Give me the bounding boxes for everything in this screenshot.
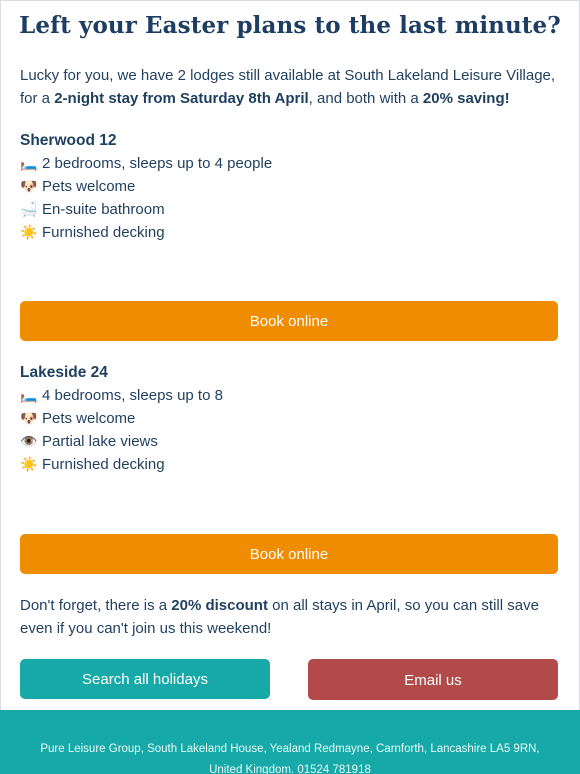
intro-bold-saving: 20% saving! — [422, 90, 510, 107]
footer — [0, 710, 580, 774]
dog-icon: 🐶 — [20, 410, 38, 426]
feature-row — [20, 175, 560, 198]
headline: Left your Easter plans to the last minute? — [19, 12, 561, 39]
feature-text: 2 bedrooms, sleeps up to 4 people — [42, 155, 273, 172]
sun-icon: ☀️ — [20, 224, 38, 240]
lodge-card-sherwood — [20, 129, 560, 244]
feature-text: Furnished decking — [42, 224, 165, 241]
bathtub-icon: 🛁 — [20, 201, 38, 217]
note-text-2: on all stays in April, so you can still save even if you can't join us this weekend! — [20, 597, 539, 637]
note-text-1: Don't forget, there is a — [20, 597, 172, 614]
bed-icon: 🛏️ — [20, 155, 38, 171]
search-all-holidays-button[interactable]: Search all holidays — [20, 659, 270, 699]
feature-row — [20, 198, 560, 221]
feature-text: Pets welcome — [42, 178, 136, 195]
intro-text-2: , and both with a — [308, 90, 423, 107]
lodge-card-lakeside — [20, 361, 560, 476]
sun-icon: ☀️ — [20, 456, 38, 472]
lodge-title: Lakeside 24 — [20, 364, 108, 381]
feature-row — [20, 430, 560, 453]
intro-paragraph — [20, 64, 565, 110]
feature-row — [20, 453, 560, 476]
book-online-button-sherwood[interactable]: Book online — [20, 301, 558, 341]
feature-row — [20, 152, 560, 175]
feature-text: 4 bedrooms, sleeps up to 8 — [42, 387, 223, 404]
feature-row — [20, 221, 560, 244]
intro-bold-dates: 2-night stay from Saturday 8th April — [54, 90, 309, 107]
feature-row — [20, 384, 560, 407]
feature-text: En-suite bathroom — [42, 201, 165, 218]
feature-text: Furnished decking — [42, 456, 165, 473]
feature-row — [20, 407, 560, 430]
feature-text: Pets welcome — [42, 410, 136, 427]
footer-address: Pure Leisure Group, South Lakeland House, Yealand Redmayne, Carnforth, Lancashire LA5 9RN, United Kingdom. 01524 781918 — [40, 743, 540, 774]
eye-icon: 👁️ — [20, 433, 38, 449]
lodge-title: Sherwood 12 — [20, 132, 117, 149]
note-bold-discount: 20% discount — [171, 597, 268, 614]
email-us-button[interactable]: Email us — [308, 659, 558, 700]
dog-icon: 🐶 — [20, 178, 38, 194]
feature-text: Partial lake views — [42, 433, 158, 450]
bed-icon: 🛏️ — [20, 387, 38, 403]
intro-text-1: Lucky for you, we have 2 lodges still available at South Lakeland Leisure Village, for a — [20, 67, 556, 107]
book-online-button-lakeside[interactable]: Book online — [20, 534, 558, 574]
discount-note — [20, 594, 570, 640]
